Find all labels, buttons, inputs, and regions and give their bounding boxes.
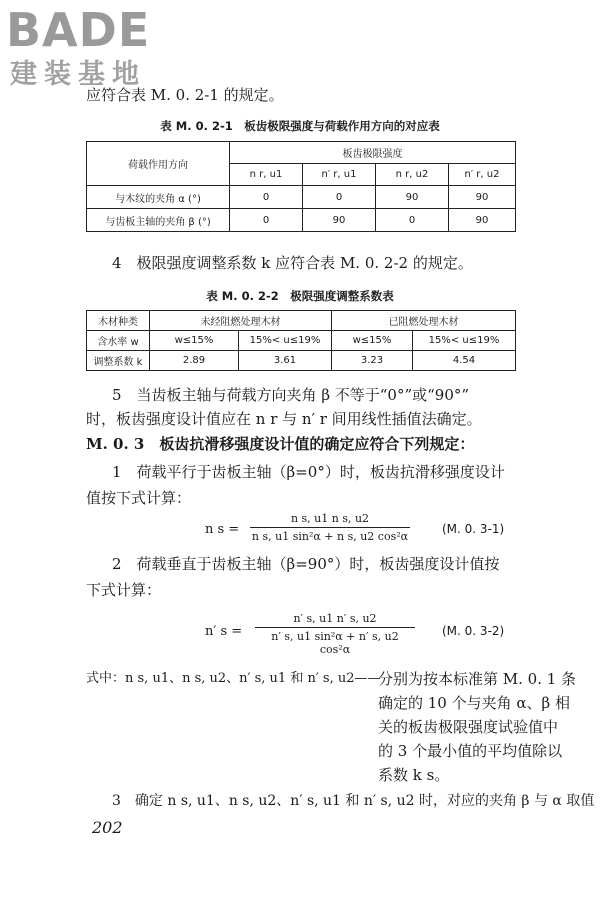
eq1-numerator: n s, u1 n s, u2	[250, 512, 410, 528]
table1-cell: 90	[303, 209, 376, 232]
table2-group-untreated: 未经阻燃处理木材	[150, 311, 332, 331]
eq2-lhs: n′ s =	[205, 624, 243, 639]
table2-moisture-label: 含水率 w	[87, 331, 150, 351]
table-row	[87, 186, 516, 209]
table1-subheader: n′ r, u2	[449, 164, 516, 186]
item-2-line1: 2 荷载垂直于齿板主轴（β=90°）时，板齿强度设计值按	[112, 555, 500, 573]
table1-header-group: 板齿极限强度	[230, 142, 516, 164]
eq2-fraction	[255, 612, 415, 656]
item-2-line2: 下式计算：	[86, 581, 162, 599]
logo-subtitle: 建装基地	[10, 59, 146, 90]
where-line: 确定的 10 个与夹角 α、β 相	[378, 694, 570, 712]
table2-cell: 15%< u≤19%	[413, 331, 516, 351]
eq1-denominator: n s, u1 sin²α + n s, u2 cos²α	[251, 530, 409, 543]
table1-header-left: 荷载作用方向	[87, 142, 230, 186]
table2-caption: 表 M. 0. 2-2 极限强度调整系数表	[206, 289, 394, 303]
table2-cell: w≤15%	[150, 331, 239, 351]
table1-subheader: n′ r, u1	[303, 164, 376, 186]
table2-cell: 2.89	[150, 351, 239, 371]
where-line: 关的板齿极限强度试验值中	[378, 718, 559, 736]
table1-subheader: n r, u2	[376, 164, 449, 186]
table2-cell: w≤15%	[332, 331, 413, 351]
intro-line: 应符合表 M. 0. 2-1 的规定。	[86, 86, 284, 104]
eq1-number: (M. 0. 3-1)	[442, 522, 505, 536]
table2-cell: 15%< u≤19%	[239, 331, 332, 351]
table2-group-treated: 已阻燃处理木材	[332, 311, 516, 331]
para-5-line1: 5 当齿板主轴与荷载方向夹角 β 不等于“0°”或“90°”	[112, 386, 470, 404]
clause-m03: M. 0. 3 板齿抗滑移强度设计值的确定应符合下列规定：	[86, 435, 475, 453]
table1-subheader: n r, u1	[230, 164, 303, 186]
table1-row-label: 与齿板主轴的夹角 β (°)	[87, 209, 230, 232]
para-4: 4 极限强度调整系数 k 应符合表 M. 0. 2-2 的规定。	[112, 254, 473, 272]
table2-coef-label: 调整系数 k	[87, 351, 150, 371]
eq2-denominator: n′ s, u1 sin²α + n′ s, u2 cos²α	[271, 630, 399, 656]
table-2	[86, 310, 516, 371]
table-row	[87, 209, 516, 232]
table1-cell: 0	[303, 186, 376, 209]
logo-wordmark: BADE	[6, 3, 151, 57]
where-line: 分别为按本标准第 M. 0. 1 条	[378, 670, 577, 688]
para-5-line2: 时，板齿强度设计值应在 n r 与 n′ r 间用线性插值法确定。	[86, 410, 482, 428]
table2-cell: 3.61	[239, 351, 332, 371]
table1-cell: 90	[376, 186, 449, 209]
table1-cell: 0	[376, 209, 449, 232]
eq2-number: (M. 0. 3-2)	[442, 624, 505, 638]
where-line: 的 3 个最小值的平均值除以	[378, 742, 563, 760]
item-1-line2: 值按下式计算：	[86, 489, 192, 507]
where-prefix: 式中：n s, u1、n s, u2、n′ s, u1 和 n′ s, u2——	[86, 671, 381, 686]
table2-cell: 4.54	[413, 351, 516, 371]
page-number: 202	[92, 818, 123, 837]
where-line: 系数 k s。	[378, 766, 450, 784]
table1-cell: 0	[230, 209, 303, 232]
eq2-numerator: n′ s, u1 n′ s, u2	[255, 612, 415, 628]
table-row	[87, 331, 516, 351]
eq1-fraction	[250, 512, 410, 543]
table1-cell: 90	[449, 186, 516, 209]
item-1-line1: 1 荷载平行于齿板主轴（β=0°）时，板齿抗滑移强度设计	[112, 463, 505, 481]
table-row	[87, 351, 516, 371]
table1-cell: 90	[449, 209, 516, 232]
table2-species-label: 木材种类	[87, 311, 150, 331]
item-3-line: 3 确定 n s, u1、n s, u2、n′ s, u1 和 n′ s, u2 时，对应的夹角 β 与 α 取值	[112, 793, 595, 809]
table1-row-label: 与木纹的夹角 α (°)	[87, 186, 230, 209]
table2-cell: 3.23	[332, 351, 413, 371]
table-1	[86, 141, 516, 232]
eq1-lhs: n s =	[205, 522, 240, 537]
table1-cell: 0	[230, 186, 303, 209]
table1-caption: 表 M. 0. 2-1 板齿极限强度与荷载作用方向的对应表	[160, 119, 440, 133]
